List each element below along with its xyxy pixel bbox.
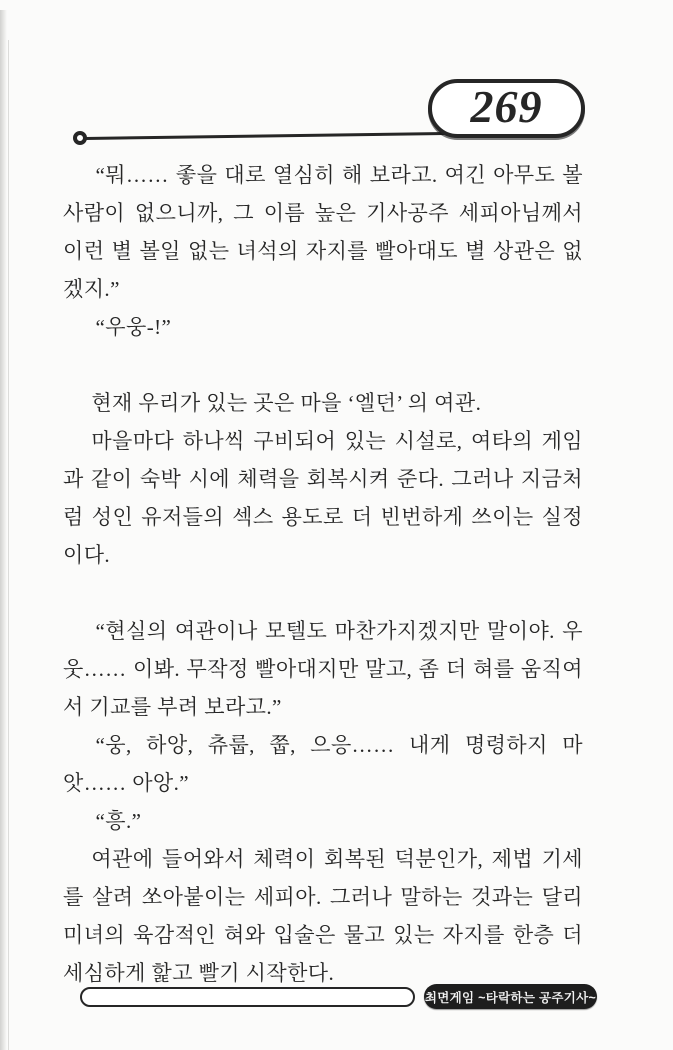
page-number: 269 xyxy=(470,81,543,132)
header-rule-line xyxy=(85,132,445,140)
scan-edge-shadow xyxy=(0,10,7,1050)
page-text xyxy=(63,156,583,992)
paragraph-dialogue: “뭐…… 좋을 대로 열심히 해 보라고. 여긴 아무도 볼 사람이 없으니까, 그 이름 높은 기사공주 세피아님께서 이런 별 볼일 없는 녀석의 자지를 빨아대도 별 상관은 없겠지.” xyxy=(63,163,583,301)
paragraph-dialogue: “흥.” xyxy=(95,809,142,833)
page-number-badge xyxy=(428,79,585,138)
paragraph-narrative: 마을마다 하나씩 구비되어 있는 시설로, 여타의 게임과 같이 숙박 시에 체력을 회복시켜 준다. 그러나 지금처럼 성인 유저들의 섹스 용도로 더 빈번하게 쓰이는 실정이다. xyxy=(63,429,583,567)
book-title-badge xyxy=(424,984,597,1009)
footer-blank-pill xyxy=(80,987,415,1007)
paragraph-narrative: 여관에 들어와서 체력이 회복된 덕분인가, 제법 기세를 살려 쏘아붙이는 세피아. 그러나 말하는 것과는 달리 미녀의 육감적인 혀와 입술은 물고 있는 자지를 한층 더 세심하게 핥고 빨기 시작한다. xyxy=(63,847,583,985)
paragraph-dialogue: “현실의 여관이나 모텔도 마찬가지겠지만 말이야. 우웃…… 이봐. 무작정 빨아대지만 말고, 좀 더 혀를 움직여서 기교를 부려 보라고.” xyxy=(63,619,583,719)
header-rule-ring-icon xyxy=(73,131,87,145)
book-title: 최면게임 ~타락하는 공주기사~ xyxy=(424,990,597,1005)
paragraph-dialogue: “우웅-!” xyxy=(95,315,172,339)
scan-edge-line xyxy=(8,40,9,1050)
paragraph-narrative: 현재 우리가 있는 곳은 마을 ‘엘던’ 의 여관. xyxy=(91,391,482,415)
paragraph-dialogue: “웅, 하앙, 츄룹, 쭙, 으응…… 내게 명령하지 마앗…… 아앙.” xyxy=(63,733,583,795)
